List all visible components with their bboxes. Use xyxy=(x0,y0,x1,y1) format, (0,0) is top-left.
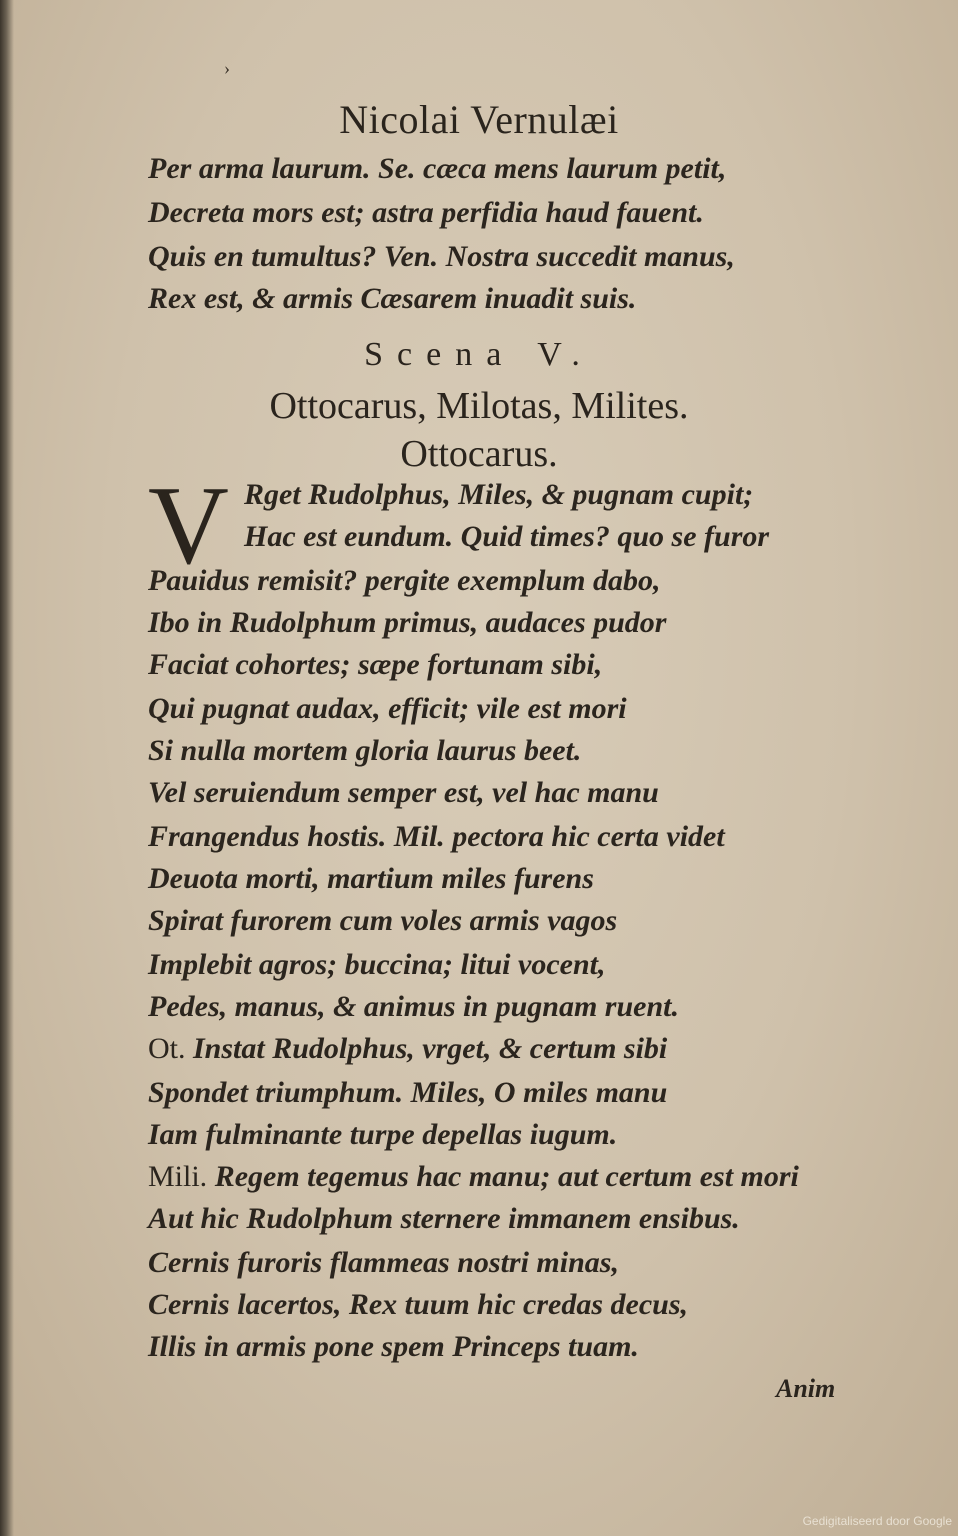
verse-line: Vel seruiendum semper est, vel hac manu xyxy=(148,776,659,809)
drop-cap: V xyxy=(148,464,229,588)
verse-line: Iam fulminante turpe depellas iugum. xyxy=(148,1118,618,1151)
scene-cast: Ottocarus, Milotas, Milites. xyxy=(269,385,689,427)
verse-line: Rex est, & armis Cæsarem inuadit suis. xyxy=(148,282,637,315)
verse-line: Per arma laurum. Se. cæca mens laurum petit, xyxy=(148,152,727,185)
page-mark: › xyxy=(224,58,230,78)
verse-line: Spondet triumphum. Miles, O miles manu xyxy=(148,1076,668,1109)
verse-line: Cernis furoris flammeas nostri minas, xyxy=(148,1246,619,1279)
verse-line: Pedes, manus, & animus in pugnam ruent. xyxy=(148,990,679,1023)
scene-title: Scena V. xyxy=(364,336,594,373)
verse-line: Hac est eundum. Quid times? quo se furor xyxy=(244,520,770,553)
verse-line: Cernis lacertos, Rex tuum hic credas decus, xyxy=(148,1288,689,1321)
verse-line: Implebit agros; buccina; litui vocent, xyxy=(148,948,606,981)
verse-line: Frangendus hostis. Mil. pectora hic certa videt xyxy=(148,820,725,853)
verse-line: Decreta mors est; astra perfidia haud fauent. xyxy=(148,196,704,229)
verse-line: Si nulla mortem gloria laurus beet. xyxy=(148,734,582,767)
verse-line: Rget Rudolphus, Miles, & pugnam cupit; xyxy=(244,478,754,511)
verse-line: Pauidus remisit? pergite exemplum dabo, xyxy=(148,564,661,597)
verse-line: Quis en tumultus? Ven. Nostra succedit manus, xyxy=(148,240,735,273)
verse-line: Faciat cohortes; sæpe fortunam sibi, xyxy=(148,648,603,681)
verse-line: Deuota morti, martium miles furens xyxy=(148,862,594,895)
catchword: Anim xyxy=(776,1374,836,1403)
verse-line: Ot. Instat Rudolphus, vrget, & certum sibi xyxy=(148,1032,668,1065)
verse-line: Qui pugnat audax, efficit; vile est mori xyxy=(148,692,627,725)
verse-line: Ibo in Rudolphum primus, audaces pudor xyxy=(148,606,667,639)
verse-line: Aut hic Rudolphum sternere immanem ensibus. xyxy=(148,1202,740,1235)
page-gutter-shadow xyxy=(0,0,14,1536)
verse-line: Illis in armis pone spem Princeps tuam. xyxy=(148,1330,639,1363)
verse-line: Mili. Regem tegemus hac manu; aut certum est mori xyxy=(148,1160,799,1193)
digitization-watermark: Gedigitaliseerd door Google xyxy=(802,1514,952,1528)
running-head: Nicolai Vernulæi xyxy=(339,97,619,142)
speaker-heading: Ottocarus. xyxy=(400,433,558,475)
verse-line: Spirat furorem cum voles armis vagos xyxy=(148,904,618,937)
